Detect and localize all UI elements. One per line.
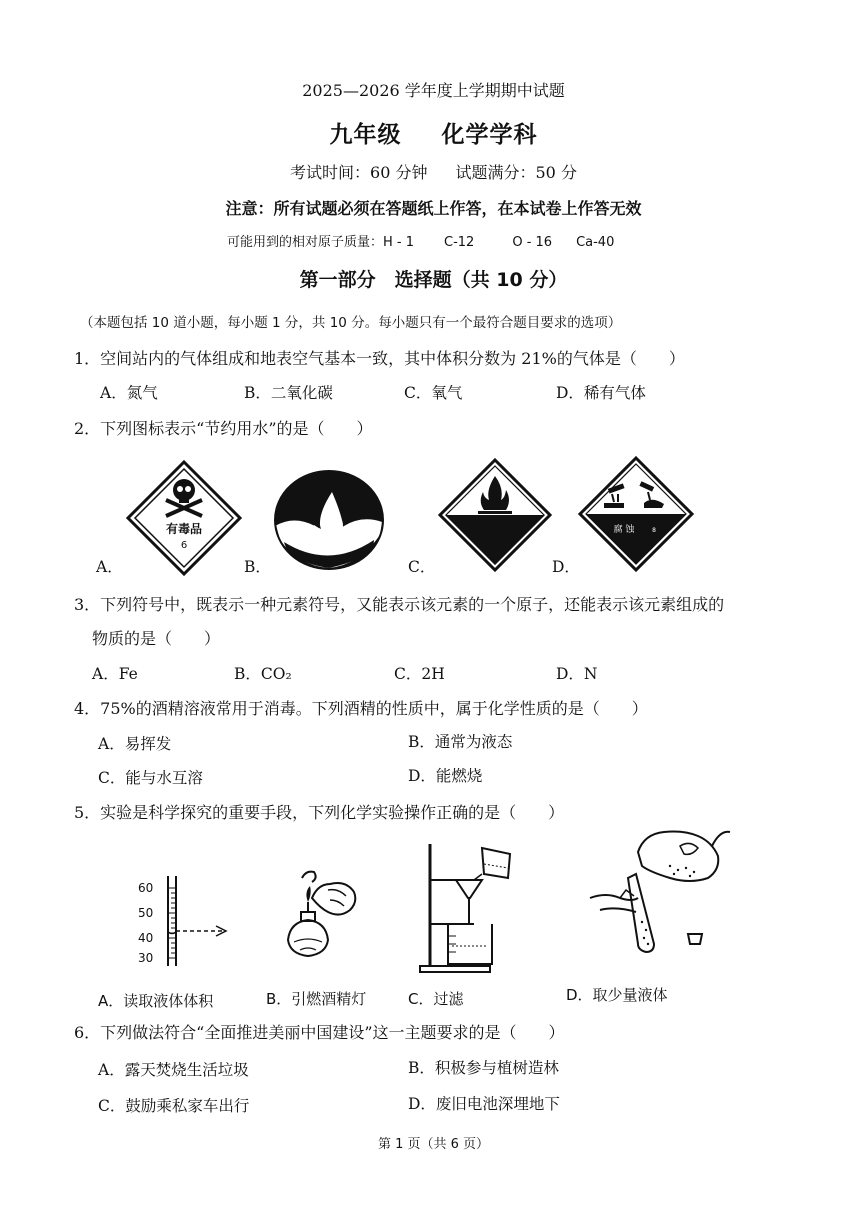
q5-option-c: C．过滤 [408,990,464,1008]
q1-option-b: B．二氧化碳 [244,384,333,402]
q1-option-a: A．氮气 [100,384,158,402]
question-3-text-line2: 物质的是（ ） [92,629,221,648]
toxic-sign-icon [126,460,242,576]
scale-tick-60: 60 [138,881,154,895]
question-3-text: 3．下列符号中，既表示一种元素符号，又能表示该元素的一个原子，还能表示该元素组成的 [74,595,725,614]
grade-label: 九年级 [329,121,402,148]
score-info: 试题满分：50 分 [455,163,577,182]
section-instruction: （本题包括 10 道小题，每小题 1 分，共 10 分。每小题只有一个最符合题目要求的选项） [80,315,622,331]
exam-title: 2025—2026 学年度上学期期中试题 [302,81,565,100]
q2-option-b: B． [244,558,271,576]
toxic-number: 6 [180,540,188,551]
question-5-text: 5．实验是科学探究的重要手段，下列化学实验操作正确的是（ ） [74,803,565,822]
q5-option-d: D．取少量液体 [566,986,668,1004]
time-info: 考试时间：60 分钟 [290,163,428,182]
svg-text:8: 8 [652,527,656,534]
q1-option-c: C．氧气 [404,384,463,402]
flammable-solid-sign-icon [438,458,552,572]
q2-option-a: A． [96,558,123,576]
filtration-illustration [412,840,536,974]
subject-title [0,116,867,149]
atomic-mass-ca: Ca-40 [576,235,615,250]
q5-option-b: B．引燃酒精灯 [266,990,367,1008]
q5-option-a: A．读取液体体积 [98,992,214,1010]
q3-option-b: B．CO₂ [234,665,292,683]
exam-info [0,160,867,183]
scale-tick-50: 50 [138,906,154,920]
q4-option-b: B．通常为液态 [408,733,513,751]
page-footer: 第 1 页（共 6 页） [377,1137,490,1152]
scale-tick-40: 40 [138,931,154,945]
section-title: 第一部分 选择题（共 10 分） [299,269,568,291]
atomic-mass-c: C-12 [444,235,475,250]
scale-tick-30: 30 [138,951,154,965]
pouring-liquid-illustration [580,826,730,956]
q4-option-c: C．能与水互溶 [98,769,203,787]
atomic-mass-o: O - 16 [512,235,553,250]
q3-option-c: C．2H [394,665,445,683]
q2-option-c: C． [408,558,436,576]
alcohol-lamp-illustration [268,870,364,970]
q2-option-d: D． [552,558,580,576]
q6-option-c: C．鼓励乘私家车出行 [98,1097,250,1115]
q3-option-a: A．Fe [92,665,138,683]
q4-option-d: D．能燃烧 [408,767,483,785]
graduated-cylinder-illustration [138,876,238,968]
atomic-mass-line [227,231,614,250]
q6-option-d: D．废旧电池深埋地下 [408,1095,560,1113]
q6-option-b: B．积极参与植树造林 [408,1059,559,1077]
exam-notice: 注意：所有试题必须在答题纸上作答，在本试卷上作答无效 [225,199,642,218]
svg-text:腐 蚀: 腐 蚀 [613,525,635,535]
corrosive-sign-icon [578,456,694,572]
question-1-text: 1．空间站内的气体组成和地表空气基本一致，其中体积分数为 21%的气体是（ ） [74,349,685,368]
q4-option-a: A．易挥发 [98,735,172,753]
q6-option-a: A．露天焚烧生活垃圾 [98,1061,249,1079]
toxic-label: 有毒品 [165,522,203,536]
question-4-text: 4．75%的酒精溶液常用于消毒。下列酒精的性质中，属于化学性质的是（ ） [74,699,648,718]
question-2-text: 2．下列图标表示“节约用水”的是（ ） [74,419,373,438]
q3-option-d: D．N [556,665,598,683]
atomic-mass-h: 可能用到的相对原子质量：H - 1 [227,235,415,250]
q1-option-d: D．稀有气体 [556,384,646,402]
question-6-text: 6．下列做法符合“全面推进美丽中国建设”这一主题要求的是（ ） [74,1023,565,1042]
subject-label: 化学学科 [441,121,538,148]
water-saving-sign-icon [274,470,384,570]
